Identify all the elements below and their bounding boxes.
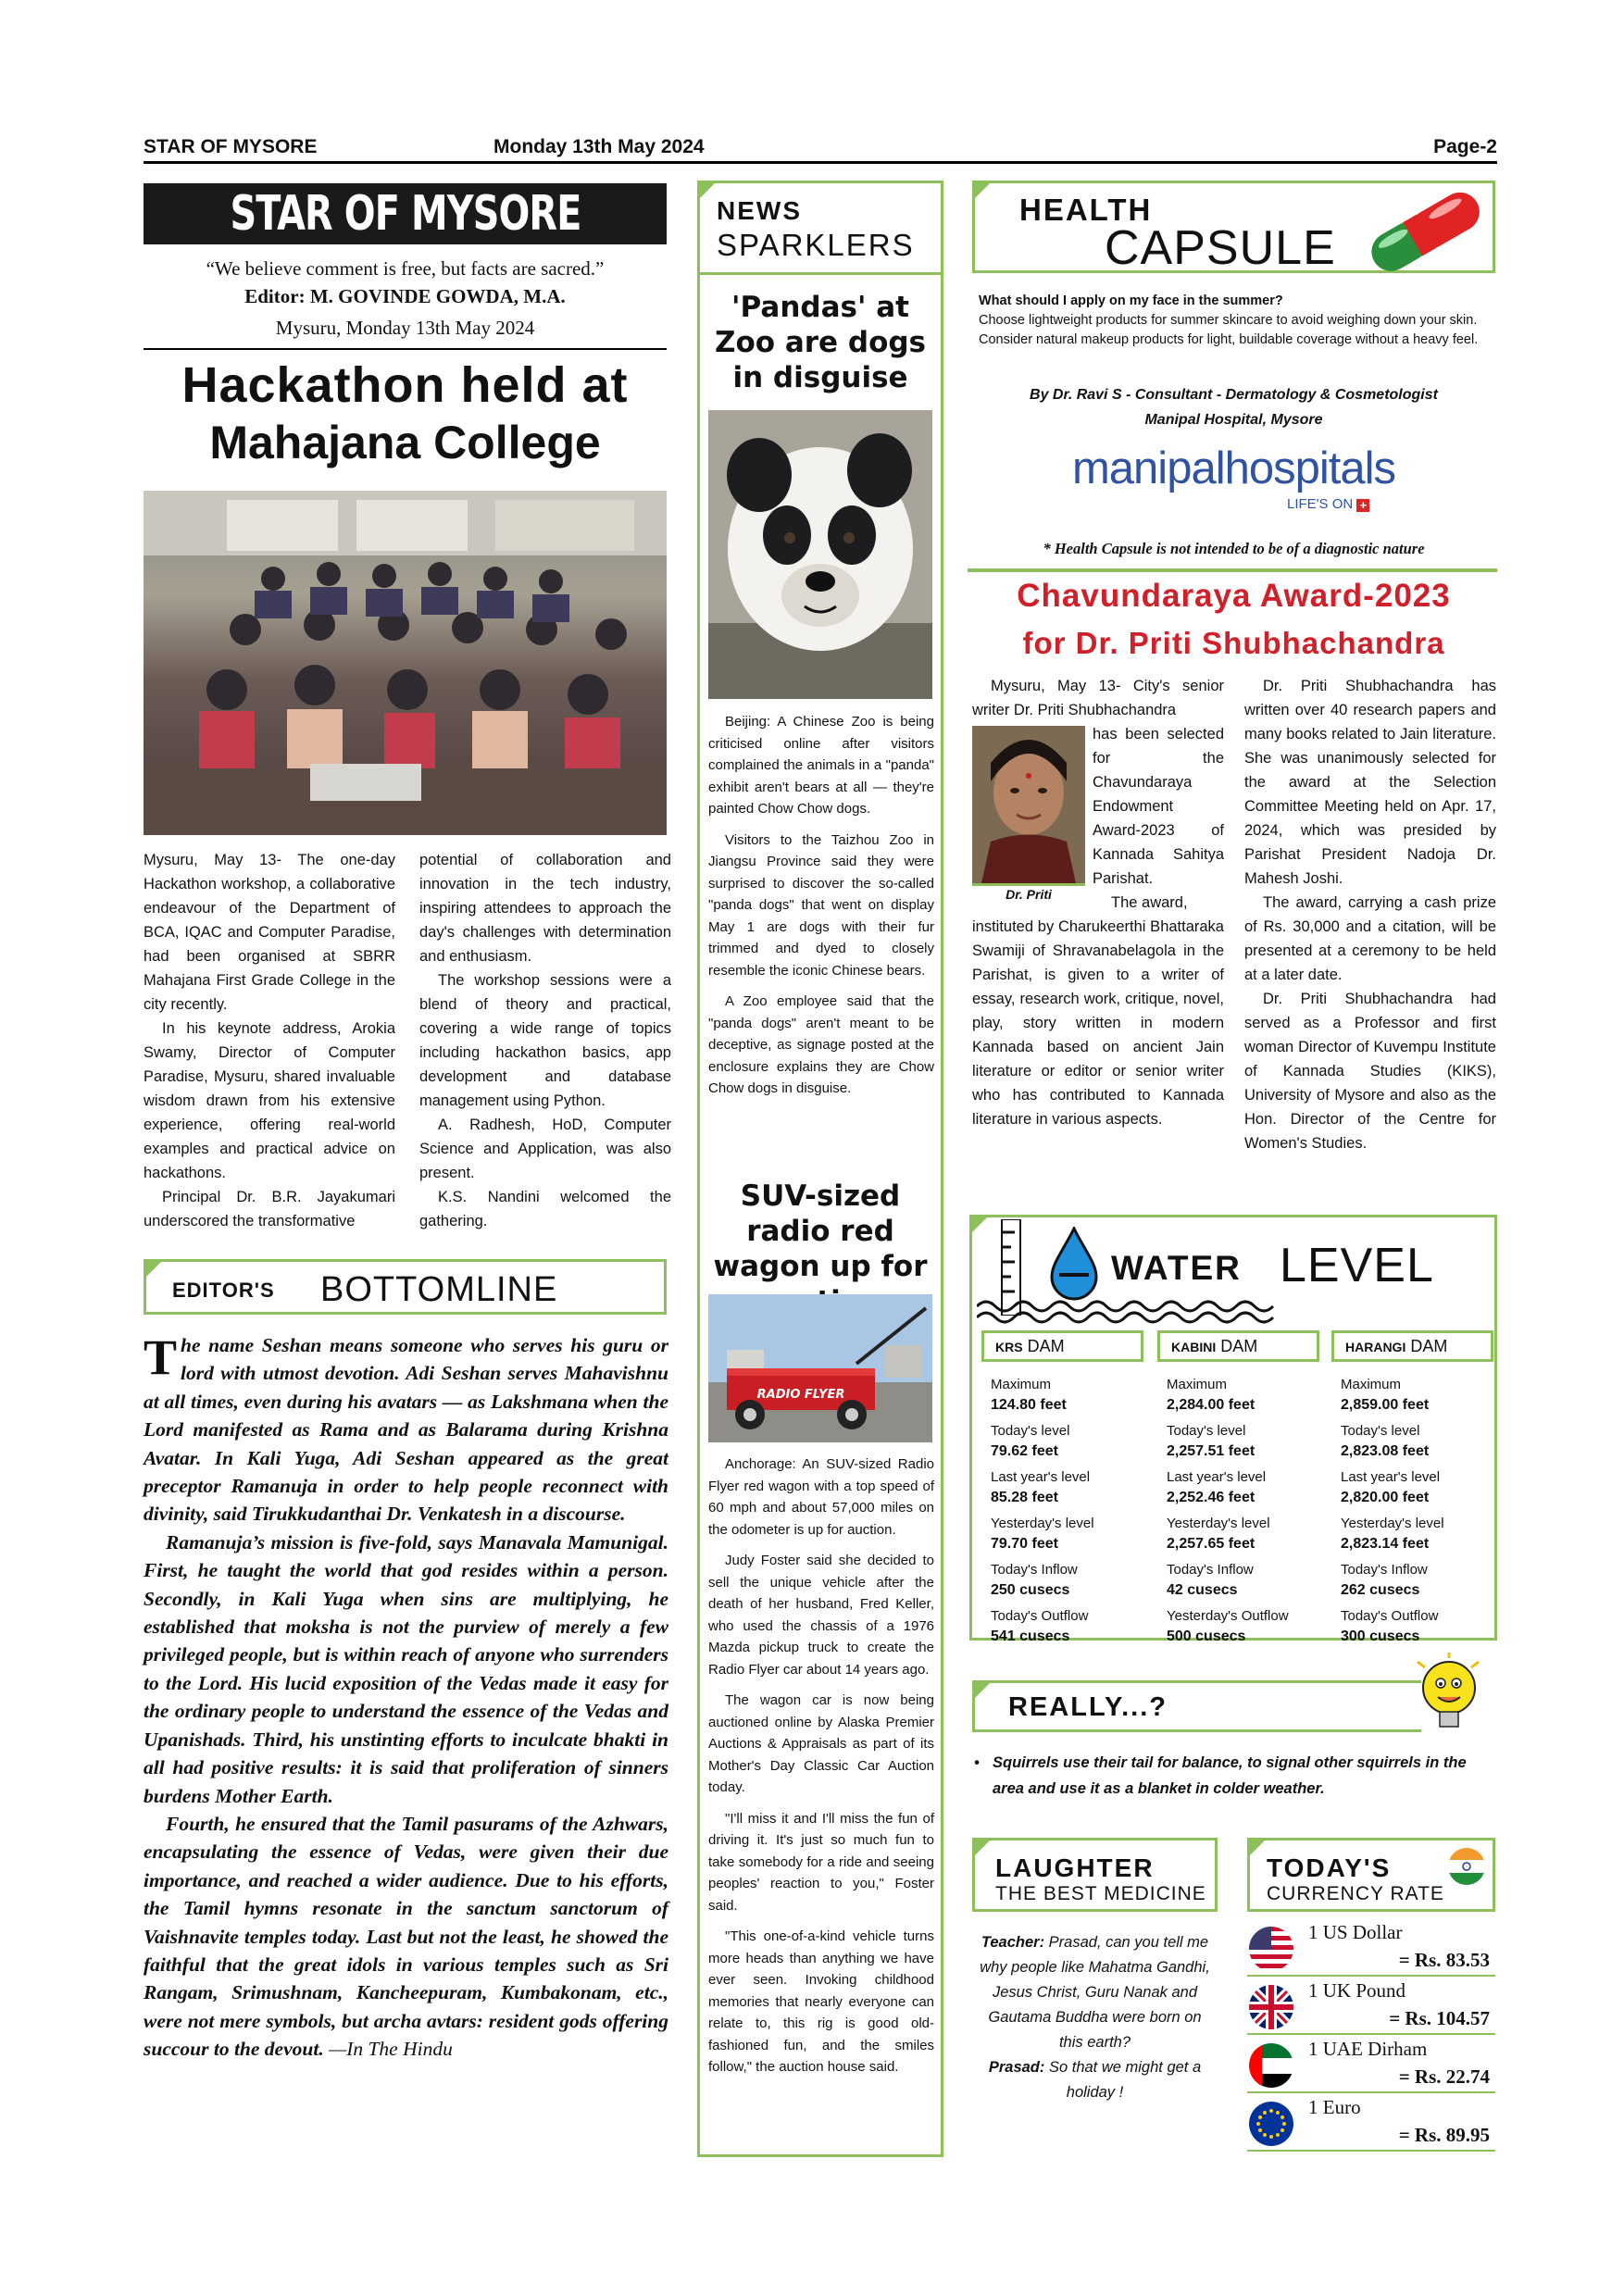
editor-line: Editor: M. GOVINDE GOWDA, M.A. — [244, 285, 566, 307]
currency-name: 1 US Dollar — [1308, 1921, 1403, 1943]
paper-logo-text: STAR OF MYSORE — [229, 186, 581, 242]
bottomline-body — [144, 1331, 668, 2064]
health-byline-1: By Dr. Ravi S - Consultant - Dermatology & Cosmetologist — [1030, 387, 1438, 403]
dam-reading-value: 2,257.51 feet — [1167, 1443, 1255, 1459]
india-flag-icon — [1446, 1846, 1487, 1887]
dam-reading-label: Today's level — [1341, 1423, 1420, 1439]
award-para: Dr. Priti Shubhachandra has written over 40 research papers and many books related to Jain literature. She was unanimously selected for the award at the Selection Committee Meeting held on Apr. 17, 2024, which was presided by Parishat President Nadoja Dr. Mahesh Joshi. — [1244, 678, 1496, 887]
bottomline-para — [144, 1331, 668, 1529]
dam-reading-label: Today's Outflow — [991, 1608, 1089, 1624]
bottomline-text: he name Seshan means someone who serves his guru or lord with utmost devotion. Adi Seshan serves Mahavishnu at all times, even during his avatars — as Lakshmana when the Lord manifested as Rama and as Balarama during Krishna Avatar. In Kali Yuga, Adi Seshan appeared as the great preceptor Ramanuja in order to help people reconnect with divinity, said Tirukkudanthai Dr. Venkatesh in a discourse. — [144, 1334, 668, 1526]
wagon-body — [708, 1454, 934, 2078]
sparklers-box — [697, 181, 943, 2157]
laughter-title-1: LAUGHTER — [995, 1853, 1155, 1882]
hackathon-para: potential of collaboration and innovation in the tech industry, inspiring attendees to approach the day's challenges with determination and enthusiasm. — [419, 852, 671, 965]
currency-rows — [1247, 1921, 1495, 2157]
dam-reading-label: Maximum — [1341, 1377, 1402, 1392]
dam-tag: KRS — [995, 1340, 1023, 1354]
panda-dog-illustration — [708, 410, 932, 699]
hackathon-para: Mysuru, May 13- The one-day Hackathon workshop, a collaborative endeavour of the Department of BCA, IQAC and Computer Paradise, had been organised at SBRR Mahajana First Grade College in the city recently. — [144, 852, 395, 1013]
manipal-logo — [972, 443, 1495, 494]
health-disclaimer: * Health Capsule is not intended to be of a diagnostic nature — [1043, 540, 1425, 557]
award-col-1 — [972, 674, 1224, 1131]
dam-reading-label: Yesterday's Outflow — [1167, 1608, 1289, 1624]
editorial-dateline: Mysuru, Monday 13th May 2024 — [275, 317, 535, 339]
currency-header — [1247, 1838, 1495, 1912]
bottomline-header — [144, 1259, 667, 1315]
dam-reading-label: Today's level — [1167, 1423, 1246, 1439]
health-answer: Choose lightweight products for summer skincare to avoid weighing down your skin. Consider natural makeup products for light, buildable coverage without a heavy feel. — [979, 313, 1479, 347]
dam-reading-value: 79.62 feet — [991, 1443, 1058, 1459]
water-drop-icon — [1046, 1227, 1102, 1301]
panda-para: Visitors to the Taizhou Zoo in Jiangsu Province said they were surprised to discover the so-called "panda dogs" that went on display May 1 are dogs with their fur trimmed and dyed to closely resemble the iconic Chinese bears. — [708, 831, 934, 979]
eu-flag-icon — [1247, 2100, 1295, 2148]
dam-reading-value: 2,284.00 feet — [1167, 1397, 1255, 1413]
dam-reading-label: Maximum — [1167, 1377, 1228, 1392]
uae-flag-icon — [1247, 2041, 1295, 2090]
wagon-brand: RADIO FLYER — [756, 1388, 845, 1402]
health-header — [972, 181, 1495, 273]
award-col-2 — [1244, 674, 1496, 1155]
currency-rate: = Rs. 83.53 — [1398, 1949, 1490, 1971]
bottomline-title-bold: EDITOR'S — [172, 1279, 275, 1302]
currency-row — [1247, 2038, 1495, 2093]
capsule-pill-icon — [1356, 189, 1495, 272]
dam-readings — [1157, 1362, 1319, 1647]
dam-reading-label: Maximum — [991, 1377, 1052, 1392]
dam-header — [981, 1330, 1143, 1362]
dam-reading-value: 124.80 feet — [991, 1397, 1067, 1413]
dam-reading-label: Today's Inflow — [1341, 1562, 1428, 1578]
corner-marker — [972, 1838, 993, 1858]
hackathon-para: K.S. Nandini welcomed the gathering. — [419, 1189, 671, 1229]
lightbulb-icon — [1412, 1653, 1484, 1743]
dam-reading-value: 250 cusecs — [991, 1582, 1070, 1598]
currency-rate: = Rs. 22.74 — [1398, 2065, 1490, 2088]
bottomline-text: Fourth, he ensured that the Tamil pasurams of the Azhwars, encapsulating the essence of Vedas, were given their due importance, and reached a wider audience. Due to his efforts, the Tamil hymns resonate in the sanctum sanctorum of Vaishnavite temples today. Last but not the least, he showed the faithful that the great idols in various temples such as Sri Rangam, Srimushnam, Kancheepuram, Kumbakonam, etc., were not mere symbols, but archa avtars: resident gods offering succour to the devout. — [144, 1812, 668, 2061]
corner-marker — [969, 1215, 990, 1235]
dam-reading-label: Yesterday's level — [1167, 1516, 1270, 1531]
drop-cap: T — [144, 1329, 178, 1385]
currency-name: 1 UAE Dirham — [1308, 2038, 1428, 2060]
manipal-tagline — [1287, 496, 1369, 512]
corner-marker — [972, 181, 993, 201]
award-para: The award, carrying a cash prize of Rs. 30,000 and a citation, will be presented at a ceremony to be held at a later date. — [1244, 894, 1496, 983]
currency-row — [1247, 2096, 1495, 2152]
author-photo-caption: Dr. Priti — [972, 883, 1085, 904]
masthead — [144, 134, 1497, 164]
hackathon-col-2 — [419, 848, 671, 1233]
currency-row — [1247, 1921, 1495, 1977]
panda-headline: 'Pandas' at Zoo are dogs in disguise — [714, 291, 927, 394]
dam-suffix: DAM — [1027, 1337, 1065, 1355]
dam-reading-value: 2,820.00 feet — [1341, 1490, 1430, 1505]
manipal-logo-a: manipal — [1071, 443, 1225, 493]
currency-rate: = Rs. 89.95 — [1398, 2124, 1490, 2146]
dam-header — [1157, 1330, 1319, 1362]
dam-reading-value: 2,252.46 feet — [1167, 1490, 1255, 1505]
currency-title-1: TODAY'S — [1267, 1853, 1392, 1882]
wagon-photo — [708, 1294, 932, 1442]
corner-marker — [972, 1680, 993, 1701]
dam-reading-value: 2,859.00 feet — [1341, 1397, 1430, 1413]
bullet-icon: • — [974, 1754, 980, 1771]
dam-reading-value: 2,257.65 feet — [1167, 1536, 1255, 1552]
divider — [968, 568, 1497, 572]
dam-tag: KABINI — [1171, 1340, 1217, 1354]
dam-reading-label: Yesterday's level — [1341, 1516, 1444, 1531]
wagon-para: The wagon car is now being auctioned online by Alaska Premier Auctions & Appraisals as part of its Mother's Day Classic Car Auction today. — [708, 1692, 934, 1795]
corner-marker — [144, 1259, 164, 1279]
award-para: Dr. Priti Shubhachandra had served as a Professor and first woman Director of Kuvempu Institute of Kannada Studies (KIKS), University of Mysore and also as the Hon. Director of the Centre for Women's Studies. — [1244, 991, 1496, 1152]
currency-name: 1 UK Pound — [1308, 1979, 1406, 2002]
classroom-illustration — [144, 491, 667, 835]
dam-reading-value: 2,823.08 feet — [1341, 1443, 1430, 1459]
water-title-light: LEVEL — [1280, 1239, 1434, 1292]
dam-reading-label: Today's Inflow — [991, 1562, 1078, 1578]
award-para: The award, — [1111, 894, 1188, 911]
currency-rate: = Rs. 104.57 — [1389, 2007, 1490, 2029]
sparklers-title-1: NEWS — [717, 196, 802, 225]
panda-para: A Zoo employee said that the "panda dogs" aren't meant to be deceptive, as signage posted at the enclosure explains they are Chow Chow dogs in disguise. — [708, 993, 934, 1096]
dam-reading-label: Today's Inflow — [1167, 1562, 1254, 1578]
uk-flag-icon — [1247, 1983, 1295, 2031]
wagon-headline: SUV-sized radio red wagon up for — [713, 1179, 928, 1283]
water-level-box — [969, 1215, 1497, 1644]
currency-row — [1247, 1979, 1495, 2035]
wagon-para: "I'll miss it and I'll miss the fun of driving it. It's just so much fun to take somebody for a ride and seeing peoples' reaction to you," Foster said. — [708, 1810, 934, 1914]
dam-column — [1157, 1330, 1319, 1653]
masthead-paper: STAR OF MYSORE — [144, 136, 318, 157]
wagon-para: Anchorage: An SUV-sized Radio Flyer red wagon with a top speed of 60 mph and about 57,000 miles on the odometer is up for auction. — [708, 1456, 934, 1538]
author-photo-frame — [972, 726, 1085, 904]
dam-reading-value: 42 cusecs — [1167, 1582, 1238, 1598]
laughter-header — [972, 1838, 1218, 1912]
paper-logo — [144, 183, 667, 244]
prasad-label: Prasad: — [988, 2059, 1045, 2076]
wagon-para: "This one-of-a-kind vehicle turns more heads than anything we have ever seen. Invoking childhood memories that nearly everyone can relate to, this rig is good old-fashioned fun, and the smiles follow," the auction house said. — [708, 1928, 934, 2075]
dam-reading-value: 79.70 feet — [991, 1536, 1058, 1552]
really-header — [972, 1680, 1421, 1732]
hackathon-para: A. Radhesh, HoD, Computer Science and Application, was also present. — [419, 1117, 671, 1181]
dam-reading-label: Today's level — [991, 1423, 1070, 1439]
masthead-date: Monday 13th May 2024 — [493, 136, 705, 157]
wagon-para: Judy Foster said she decided to sell the unique vehicle after the death of her husband, Fred Keller, who used the chassis of a 1976 Mazda pickup truck to create the Radio Flyer car about 14 years ago. — [708, 1553, 934, 1678]
author-photo — [972, 726, 1085, 883]
teacher-text: Prasad, can you tell me why people like Mahatma Gandhi, Jesus Christ, Guru Nanak and Gautama Buddha were born on this earth? — [980, 1934, 1210, 2051]
award-headline-2: for Dr. Priti Shubhachandra — [1022, 626, 1445, 660]
hackathon-col-1 — [144, 848, 395, 1233]
us-flag-icon — [1247, 1925, 1295, 1973]
prasad-text: So that we might get a holiday ! — [1048, 2059, 1202, 2101]
hackathon-headline-1: Hackathon held at — [181, 357, 629, 413]
manipal-tagline-text: LIFE'S ON — [1287, 496, 1354, 512]
panda-para: Beijing: A Chinese Zoo is being criticised online after visitors complained the animals in a "panda" exhibit aren't bears at all — they're painted Chow Chow dogs. — [708, 714, 934, 817]
dam-column — [981, 1330, 1143, 1653]
hackathon-headline-2: Mahajana College — [209, 417, 601, 468]
dam-reading-label: Today's Outflow — [1341, 1608, 1439, 1624]
hackathon-para: The workshop sessions were a blend of theory and practical, covering a wide range of topics including hackathon basics, app development and database management using Python. — [419, 972, 671, 1109]
dam-columns — [972, 1330, 1494, 1644]
dam-reading-value: 541 cusecs — [991, 1628, 1070, 1644]
divider — [144, 348, 667, 350]
health-title-2: CAPSULE — [1105, 221, 1336, 275]
hackathon-para: In his keynote address, Arokia Swamy, Director of Computer Paradise, Mysuru, shared invaluable wisdom drawn from his extensive experience, offering real-world examples and practical advice on hackathons. — [144, 1020, 395, 1181]
really-title: REALLY...? — [1008, 1692, 1168, 1722]
dam-reading-value: 262 cusecs — [1341, 1582, 1420, 1598]
currency-name: 1 Euro — [1308, 2096, 1361, 2118]
dam-reading-value: 500 cusecs — [1167, 1628, 1246, 1644]
laughter-title-2: THE BEST MEDICINE — [995, 1883, 1206, 1904]
health-title-1: HEALTH — [1019, 193, 1153, 227]
dam-header — [1331, 1330, 1493, 1362]
really-fact: Squirrels use their tail for balance, to signal other squirrels in the area and use it as a blanket in colder weather. — [993, 1754, 1467, 1797]
corner-marker — [697, 181, 718, 201]
dam-reading-value: 2,823.14 feet — [1341, 1536, 1430, 1552]
corner-marker — [1247, 1838, 1268, 1858]
dam-column — [1331, 1330, 1493, 1653]
dam-readings — [1331, 1362, 1493, 1647]
sparklers-title-2: SPARKLERS — [717, 228, 915, 262]
currency-title-2: CURRENCY RATE — [1267, 1883, 1444, 1904]
panda-body — [708, 711, 934, 1100]
award-para: has been selected for the Chavundaraya Endowment Award-2023 of Kannada Sahitya Parishat. — [1093, 726, 1224, 887]
motto: “We believe comment is free, but facts are sacred.” — [206, 257, 605, 280]
laughter-joke — [977, 1930, 1213, 2105]
panda-dog-photo — [708, 410, 932, 699]
teacher-label: Teacher: — [981, 1934, 1045, 1951]
dam-suffix: DAM — [1220, 1337, 1258, 1355]
bottomline-para — [144, 1810, 668, 2064]
plus-icon: + — [1356, 499, 1369, 512]
wave-icon — [977, 1297, 1282, 1325]
bottomline-source: —In The Hindu — [329, 2038, 453, 2061]
dam-reading-label: Last year's level — [1341, 1469, 1441, 1485]
manipal-logo-b: hospitals — [1224, 443, 1395, 493]
dam-reading-label: Last year's level — [991, 1469, 1091, 1485]
hackathon-photo — [144, 491, 667, 835]
sparklers-rule — [700, 272, 941, 275]
wagon-illustration — [708, 1294, 932, 1442]
dam-reading-label: Last year's level — [1167, 1469, 1267, 1485]
water-title-bold: WATER — [1111, 1249, 1242, 1287]
dam-readings — [981, 1362, 1143, 1647]
really-fact-item — [974, 1750, 1497, 1802]
dam-reading-value: 85.28 feet — [991, 1490, 1058, 1505]
bottomline-title-light: BOTTOMLINE — [320, 1270, 558, 1309]
award-headline-1: Chavundaraya Award-2023 — [1017, 578, 1451, 614]
dam-tag: HARANGI — [1345, 1340, 1406, 1354]
bottomline-para: Ramanuja’s mission is five-fold, says Manavala Mamunigal. First, he taught the world that god resides within a person. Secondly, in Kali Yuga when sins are multiplying, he established that moksha is not the purview of merely a few privileged people, but is within reach of anyone who surrenders to the Lord. His lucid exposition of the Vedas made it easy for the ordinary people to understand the essence of the Vedas and Upanishads. Third, his unstinting efforts to inculcate bhakti in all had positive results: it is said that proliferation of sinners burdens Mother Earth. — [144, 1530, 668, 1807]
health-byline-2: Manipal Hospital, Mysore — [1144, 412, 1323, 428]
masthead-page: Page-2 — [1433, 136, 1497, 157]
award-para: instituted by Charukeerthi Bhattaraka Swamiji of Shravanabelagola in the Parishat, is given to a writer of essay, research work, critique, novel, play, story written in modern Kannada based on ancient Jain literature or editor or senior writer who has contributed to Kannada literature in various aspects. — [972, 918, 1224, 1128]
hackathon-para: Principal Dr. B.R. Jayakumari underscored the transformative — [144, 1189, 395, 1229]
dam-reading-value: 300 cusecs — [1341, 1628, 1420, 1644]
health-question: What should I apply on my face in the summer? — [979, 293, 1283, 308]
dam-suffix: DAM — [1410, 1337, 1448, 1355]
dam-reading-label: Yesterday's level — [991, 1516, 1094, 1531]
award-intro: Mysuru, May 13- City's senior writer Dr. Priti Shubhachandra — [972, 678, 1224, 718]
